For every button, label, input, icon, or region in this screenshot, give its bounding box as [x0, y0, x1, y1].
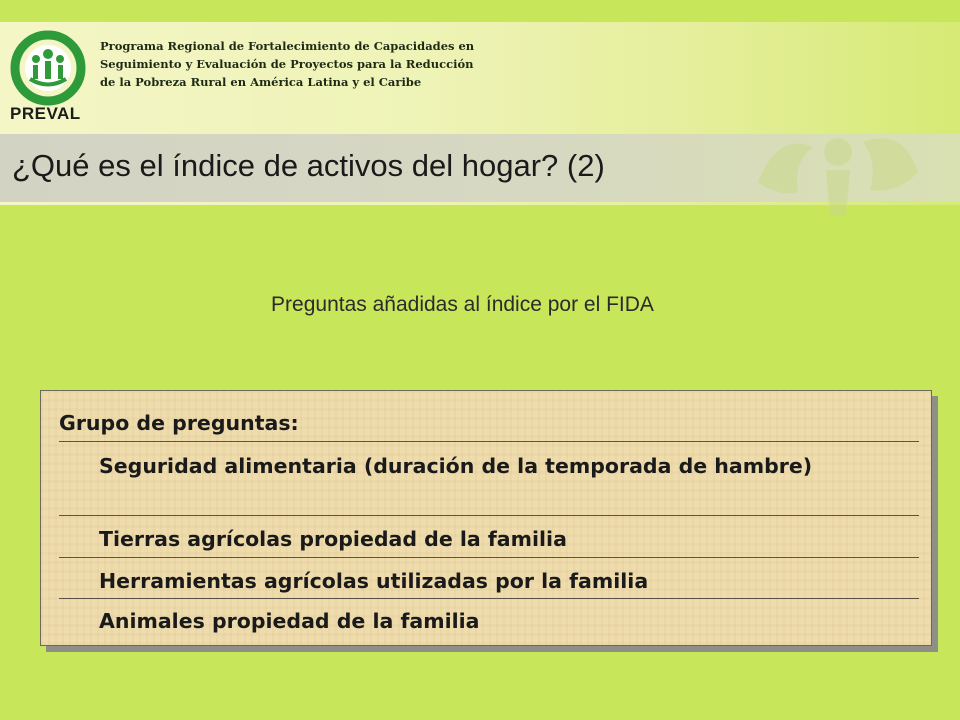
- divider: [59, 557, 919, 558]
- program-line-1: Programa Regional de Fortalecimiento de Capacidades en: [100, 39, 475, 53]
- table-row: [59, 452, 919, 480]
- logo-text: PREVAL: [10, 104, 81, 123]
- divider: [59, 515, 919, 516]
- row-text: Seguridad alimentaria (duración de la temporada de hambre): [99, 454, 813, 478]
- program-line-3: de la Pobreza Rural en América Latina y el Caribe: [100, 75, 422, 89]
- row-text: Animales propiedad de la familia: [99, 609, 480, 633]
- table-row: [59, 567, 919, 595]
- page-title: ¿Qué es el índice de activos del hogar? (2): [12, 148, 605, 183]
- question-table: [40, 390, 932, 646]
- subtitle: Preguntas añadidas al índice por el FIDA: [271, 293, 654, 316]
- top-strip: [0, 0, 960, 22]
- divider: [59, 441, 919, 442]
- figure-watermark-icon: [738, 112, 938, 222]
- divider: [59, 598, 919, 599]
- row-text: Tierras agrícolas propiedad de la familia: [99, 527, 567, 551]
- program-line-2: Seguimiento y Evaluación de Proyectos para la Reducción: [100, 57, 474, 71]
- table-row: [59, 525, 919, 553]
- table-row: [59, 607, 919, 635]
- program-description: [100, 37, 480, 91]
- row-text: Herramientas agrícolas utilizadas por la familia: [99, 569, 649, 593]
- table-header: Grupo de preguntas:: [59, 411, 299, 435]
